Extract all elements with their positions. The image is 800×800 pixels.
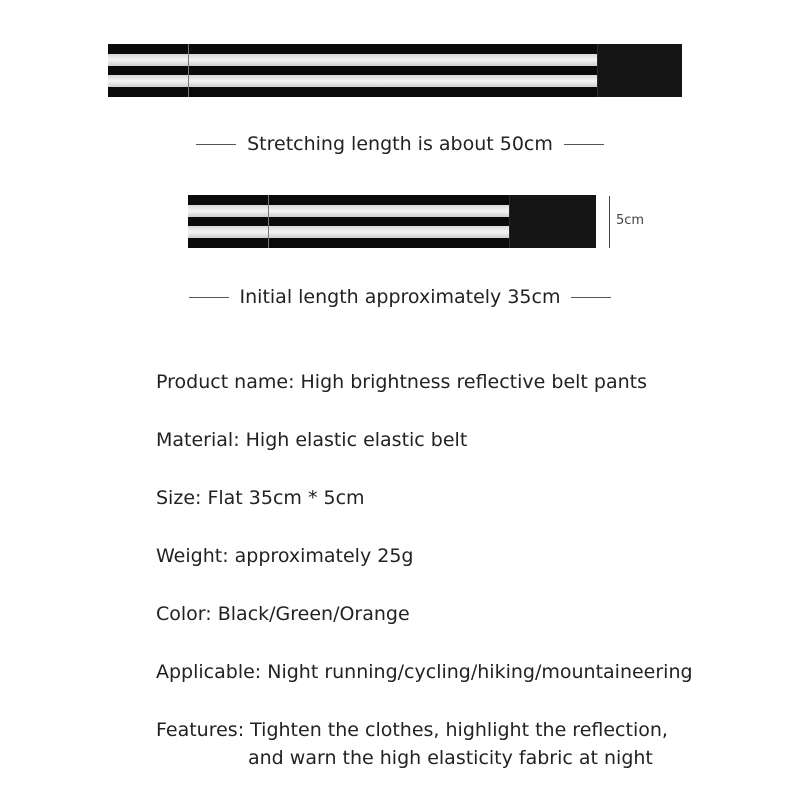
belt-seam [188,44,189,97]
spec-material [156,429,467,451]
spec-label: Weight: [156,545,229,567]
spec-label: Color: [156,603,212,625]
spec-value: Tighten the clothes, highlight the reflection, [250,719,668,741]
spec-color [156,603,410,625]
stretched-belt-image [108,44,682,97]
spec-label: Applicable: [156,661,262,683]
velcro-strap [597,44,682,97]
spec-applicable [156,661,693,683]
belt-seam [268,195,269,248]
reflective-stripe [108,54,598,66]
spec-weight [156,545,413,567]
caption-line-left [189,297,229,298]
spec-features [156,719,668,769]
spec-label: Size: [156,487,202,509]
reflective-stripe [188,205,510,217]
spec-size [156,487,365,509]
initial-belt-image [188,195,596,248]
spec-label: Material: [156,429,240,451]
width-dimension-label: 5cm [616,213,645,228]
stretched-length-text: Stretching length is about 50cm [247,133,553,155]
spec-value: approximately 25g [234,545,414,567]
spec-value: High brightness reflective belt pants [300,371,647,393]
spec-value: High elastic elastic belt [245,429,468,451]
caption-line-right [571,297,611,298]
spec-product-name [156,371,647,393]
spec-value: Flat 35cm * 5cm [207,487,365,509]
spec-value-continued: and warn the high elasticity fabric at night [248,747,653,769]
stretched-length-caption [0,131,800,157]
spec-label: Product name: [156,371,295,393]
spec-value: Black/Green/Orange [217,603,410,625]
caption-line-left [196,144,236,145]
initial-length-text: Initial length approximately 35cm [239,286,561,308]
spec-label: Features: [156,719,245,741]
velcro-strap [509,195,596,248]
reflective-stripe [108,75,598,87]
spec-value: Night running/cycling/hiking/mountaineering [267,661,693,683]
reflective-stripe [188,226,510,238]
initial-length-caption [0,284,800,310]
width-dimension-line [609,196,610,248]
caption-line-right [564,144,604,145]
